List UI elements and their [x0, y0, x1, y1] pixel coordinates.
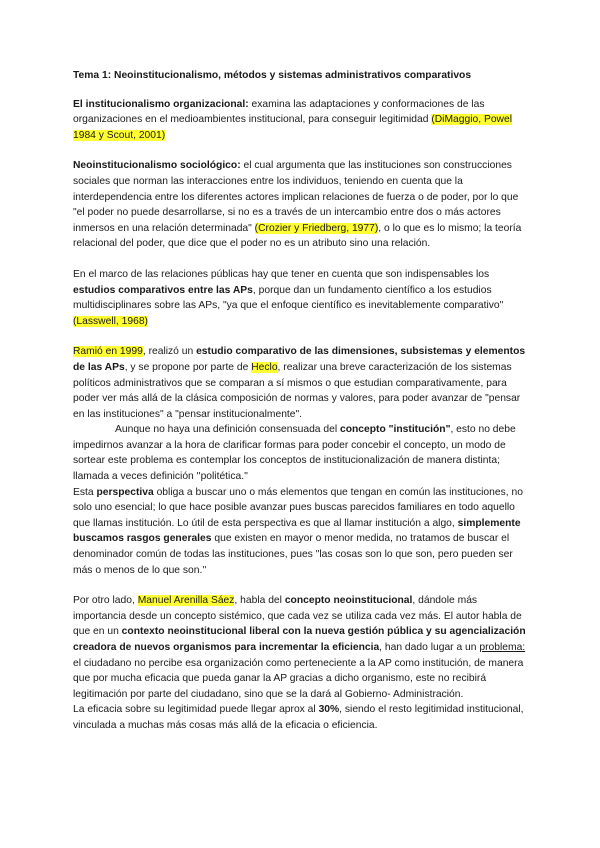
paragraph-text: Aunque no haya una definición consensuada del	[115, 424, 340, 436]
paragraph-text: , siendo el resto legitimidad institucional, vinculada a muchas más cosas más allá de la eficacia o eficiencia.	[73, 704, 524, 731]
paragraph-text: que existen en mayor o menor medida, no tratamos de buscar el denominador común de todas las instituciones, pues "las cosas son lo que son, pero pueden ser más o menos de lo que son.''	[73, 533, 513, 576]
paragraph-text: En el marco de las relaciones públicas hay que tener en cuenta que son indispensables los	[73, 268, 490, 280]
paragraph-text: , o lo que es lo mismo; la teoría relacional del poder, que dice que el poder no es un atributo sino una relación.	[73, 222, 522, 250]
bold-concepto-neoinstitucional: concepto neoinstitucional	[284, 595, 413, 607]
paragraph-text: , habla del	[234, 595, 285, 607]
bold-concepto-institucion: concepto "institución"	[340, 424, 451, 436]
bold-perspectiva: perspectiva	[96, 486, 154, 498]
paragraph-text: , han dado lugar a un	[379, 642, 480, 653]
paragraph-text: Esta	[73, 486, 97, 498]
citation-ramio: Ramió en 1999	[73, 346, 143, 358]
paragraph-text: , realizar una breve caracterización de los sistemas políticos administrativos que se comparan a sí mismos o que estudian comparativamente, para poder ver más allá de la clásica composición de normas y valores, para poder avanzar de "pensar en las instituciones" a "pensar institucionalmente".	[73, 361, 521, 420]
paragraph-text: , realizó un	[142, 346, 197, 358]
paragraph-neoinstitucionalismo-sociologico	[73, 158, 530, 252]
paragraph-institucionalismo-organizacional	[73, 97, 530, 144]
bold-percentage: 30%	[318, 704, 340, 716]
bold-estudio-comparativo: estudio comparativo de las dimensiones, subsistemas y elementos de las APs	[73, 346, 526, 373]
paragraph-text: examina las adaptaciones y conformaciones de las organizaciones en el medioambientes institucional, para conseguir legitimidad	[73, 98, 485, 126]
citation-dimaggio: (DiMaggio, Powel 1984 y Scout, 2001)	[73, 114, 513, 141]
bold-estudios-comparativos: estudios comparativos entre las APs	[73, 284, 253, 296]
paragraph-text: obliga a buscar uno o más elementos que tengan en común las instituciones, no solo uno esencial; lo que hace posible avanzar pues buscas parecidos familiares en todo aquello que llamas institución. Lo útil de esta perspectiva es que al llamar institución a algo,	[73, 486, 523, 529]
paragraph-eficacia	[73, 702, 530, 733]
paragraph-text: , dándole más importancia desde un concepto sistémico, que cada vez se utiliza cada vez más. El autor habla de que en un	[73, 595, 522, 638]
term-neoinstitucionalismo-sociologico: Neoinstitucionalismo sociológico:	[73, 160, 241, 172]
underlined-problema: problema:	[479, 642, 526, 653]
paragraph-relaciones-publicas	[73, 267, 530, 329]
citation-lasswell: (Lasswell, 1968)	[73, 315, 148, 327]
paragraph-concepto-institucion	[73, 422, 530, 484]
paragraph-text: La eficacia sobre su legitimidad puede llegar aprox al	[73, 704, 319, 716]
citation-crozier: (Crozier y Friedberg, 1977)	[254, 222, 379, 234]
citation-heclo: Heclo	[251, 361, 278, 373]
term-institucionalismo-organizacional: El institucionalismo organizacional:	[73, 98, 249, 110]
paragraph-text: el ciudadano no percibe esa organización como perteneciente a la AP como institución, de manera que por mucha eficacia que pueda ganar la AP gracias a dicho organismo, este no recibirá legitimación por parte del ciudadano, sino que se la dará al Gobierno- Administración.	[73, 657, 524, 700]
paragraph-text: , esto no debe impedirnos avanzar a la hora de clarificar formas para poder concebir el concepto, un modo de sortear este problema es contemplar los conceptos de institucionalización de manera distinta; llamada a veces definición ''politética.''	[73, 424, 516, 483]
citation-arenilla: Manuel Arenilla Sáez	[137, 595, 235, 607]
paragraph-text: Por otro lado,	[73, 595, 138, 607]
paragraph-text: el cual argumenta que las instituciones son construcciones sociales que norman las interacciones entre los individuos, teniendo en cuenta que la interdependencia entre los diferentes actores implican relaciones de fuerza o de poder, por lo que "el poder no puede desarrollarse, si no es a través de un intercambio entre dos o más actores inmersos en una relación determinada"	[73, 160, 519, 234]
paragraph-ramio	[73, 344, 530, 422]
bold-rasgos-generales: simplemente buscamos rasgos generales	[73, 517, 521, 545]
paragraph-text: , porque dan un fundamento científico a los estudios multidisciplinares sobre las APs, "ya que el enfoque científico es inevitablemente comparativo"	[73, 284, 504, 312]
bold-contexto-neoinstitucional: contexto neoinstitucional liberal con la nueva gestión pública y su agencialización creadora de nuevos organismos para incrementar la eficiencia	[73, 626, 526, 653]
paragraph-arenilla	[73, 593, 530, 702]
document-title: Tema 1: Neoinstitucionalismo, métodos y sistemas administrativos comparativos	[73, 70, 472, 81]
paragraph-perspectiva	[73, 485, 530, 579]
paragraph-text: , y se propone por parte de	[124, 361, 252, 373]
